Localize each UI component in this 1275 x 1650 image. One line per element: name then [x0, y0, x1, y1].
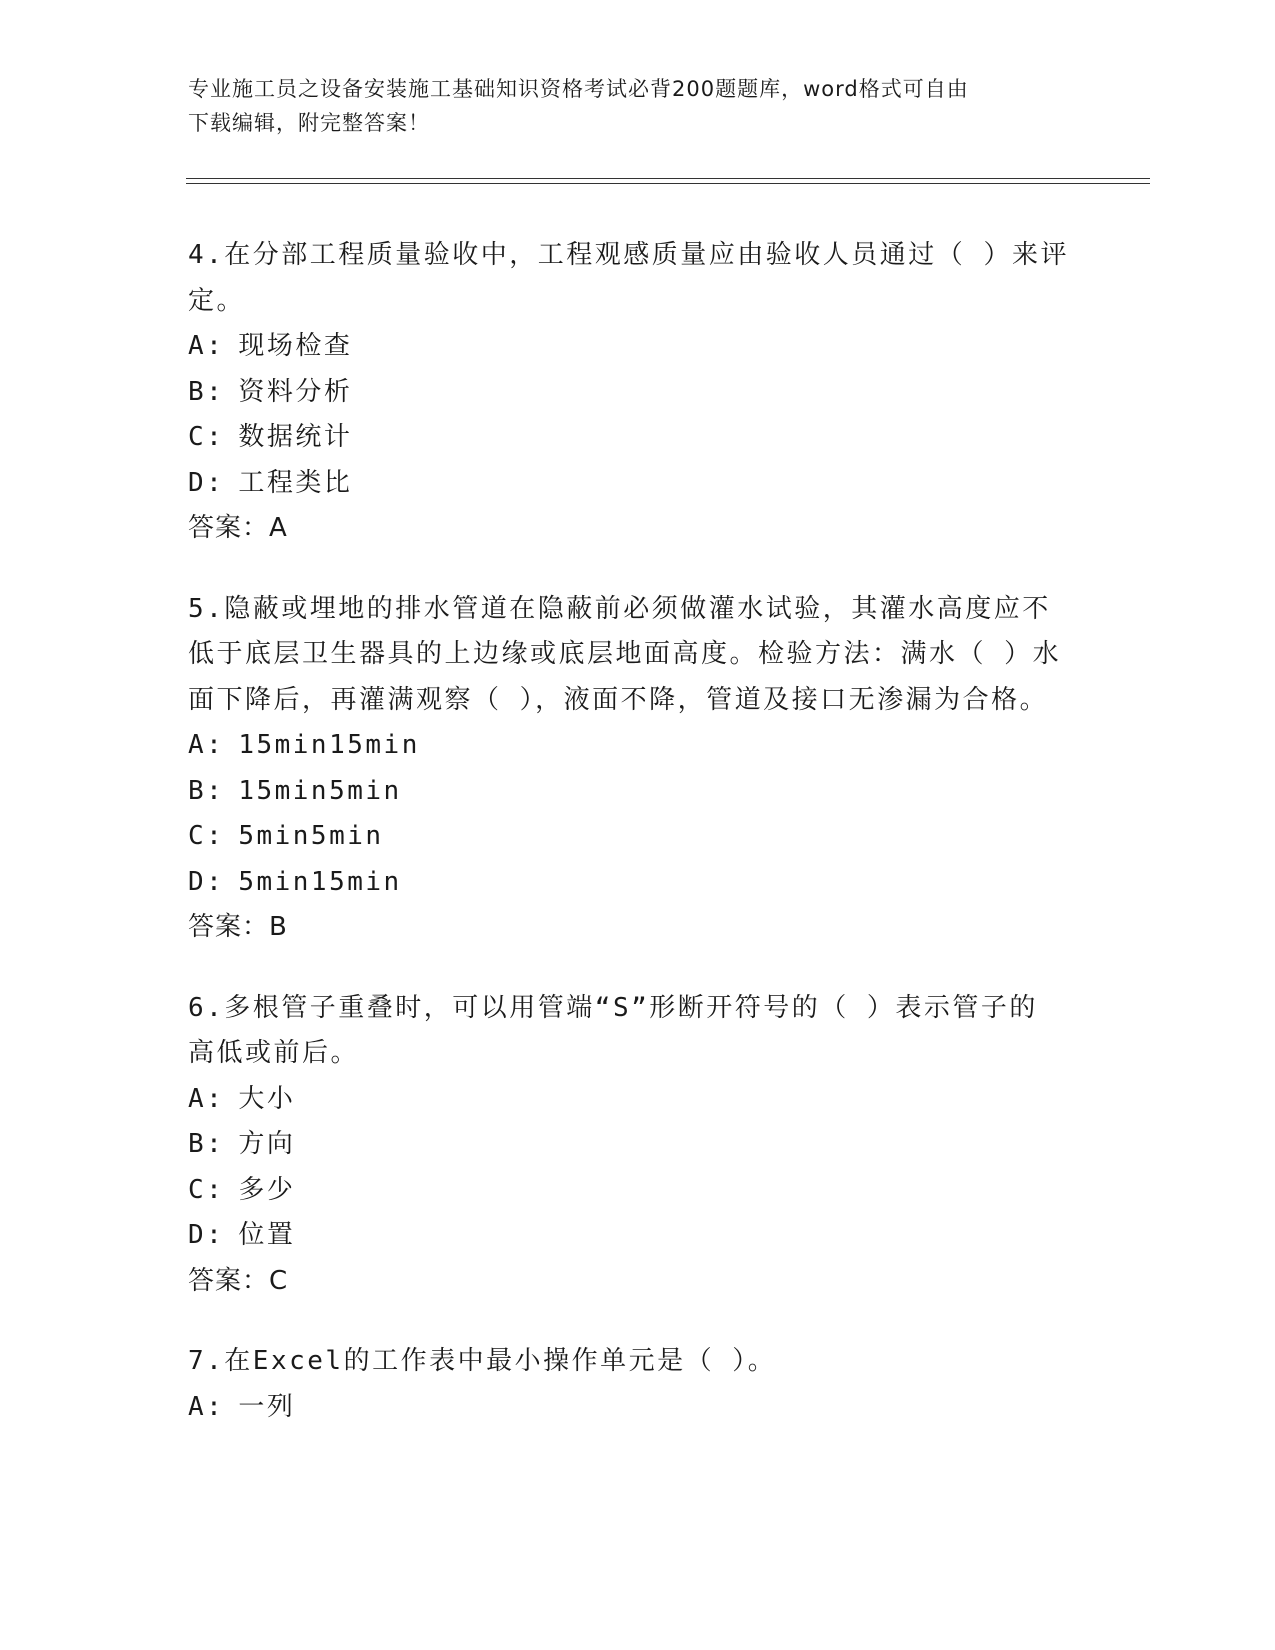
- option-text: 方向: [238, 1129, 296, 1159]
- option-key: A:: [188, 1083, 225, 1114]
- answer-label: 答案：B: [188, 912, 288, 942]
- option-d: [188, 461, 1088, 507]
- option-b: [188, 769, 1088, 815]
- option-text: 现场检查: [238, 331, 353, 361]
- option-b: [188, 1122, 1088, 1168]
- answer-label: 答案：C: [188, 1265, 289, 1296]
- option-a: [188, 723, 1088, 769]
- document-header: [188, 72, 1068, 140]
- question-4: [188, 233, 1088, 552]
- option-a: [188, 1077, 1088, 1123]
- question-text-line: 低于底层卫生器具的上边缘或底层地面高度。检验方法：满水（ ）水: [188, 639, 1062, 669]
- option-text: 位置: [238, 1220, 296, 1250]
- question-text-line: 定。: [188, 285, 246, 316]
- header-line-2: 下载编辑，附完整答案！: [188, 111, 430, 135]
- option-text: 一列: [238, 1391, 296, 1422]
- question-text-line: 6.多根管子重叠时，可以用管端“S”形断开符号的（ ）表示管子的: [188, 992, 1038, 1023]
- header-divider-top: [186, 178, 1150, 179]
- answer-label: 答案：A: [188, 513, 288, 543]
- option-key: C:: [188, 422, 225, 452]
- question-5: [188, 587, 1088, 951]
- option-key: B:: [188, 775, 225, 806]
- option-key: D:: [188, 1220, 225, 1250]
- option-key: A:: [188, 331, 225, 361]
- option-a: [188, 1385, 1088, 1431]
- question-list: [188, 233, 1088, 1465]
- option-c: [188, 814, 1088, 860]
- option-key: A:: [188, 1391, 225, 1422]
- option-key: B:: [188, 376, 225, 407]
- question-text-line: 高低或前后。: [188, 1038, 360, 1068]
- option-d: [188, 860, 1088, 906]
- question-text-line: 面下降后，再灌满观察（ ），液面不降，管道及接口无渗漏为合格。: [188, 684, 1049, 715]
- option-key: B:: [188, 1129, 225, 1159]
- option-text: 工程类比: [238, 467, 353, 498]
- question-7: [188, 1339, 1088, 1430]
- option-text: 5min15min: [238, 866, 402, 897]
- option-key: D:: [188, 467, 225, 498]
- option-text: 数据统计: [238, 422, 353, 452]
- question-text-line: 7.在Excel的工作表中最小操作单元是（ ）。: [188, 1346, 777, 1376]
- option-text: 多少: [238, 1174, 296, 1205]
- option-key: D:: [188, 866, 225, 897]
- option-key: A:: [188, 730, 225, 760]
- option-text: 15min5min: [238, 775, 402, 806]
- option-text: 大小: [238, 1083, 296, 1114]
- question-text-line: 5.隐蔽或埋地的排水管道在隐蔽前必须做灌水试验，其灌水高度应不: [188, 593, 1051, 624]
- option-key: C:: [188, 1174, 225, 1205]
- option-d: [188, 1213, 1088, 1259]
- option-c: [188, 1168, 1088, 1214]
- option-a: [188, 324, 1088, 370]
- option-key: C:: [188, 821, 225, 851]
- option-b: [188, 370, 1088, 416]
- question-6: [188, 986, 1088, 1305]
- option-text: 资料分析: [238, 376, 353, 407]
- question-text-line: 4.在分部工程质量验收中，工程观感质量应由验收人员通过（ ）来评: [188, 240, 1069, 270]
- header-divider-bottom: [186, 183, 1150, 184]
- option-text: 5min5min: [238, 821, 384, 851]
- option-c: [188, 415, 1088, 461]
- option-text: 15min15min: [238, 730, 420, 760]
- header-line-1: 专业施工员之设备安装施工基础知识资格考试必背200题题库，word格式可自由: [188, 77, 969, 101]
